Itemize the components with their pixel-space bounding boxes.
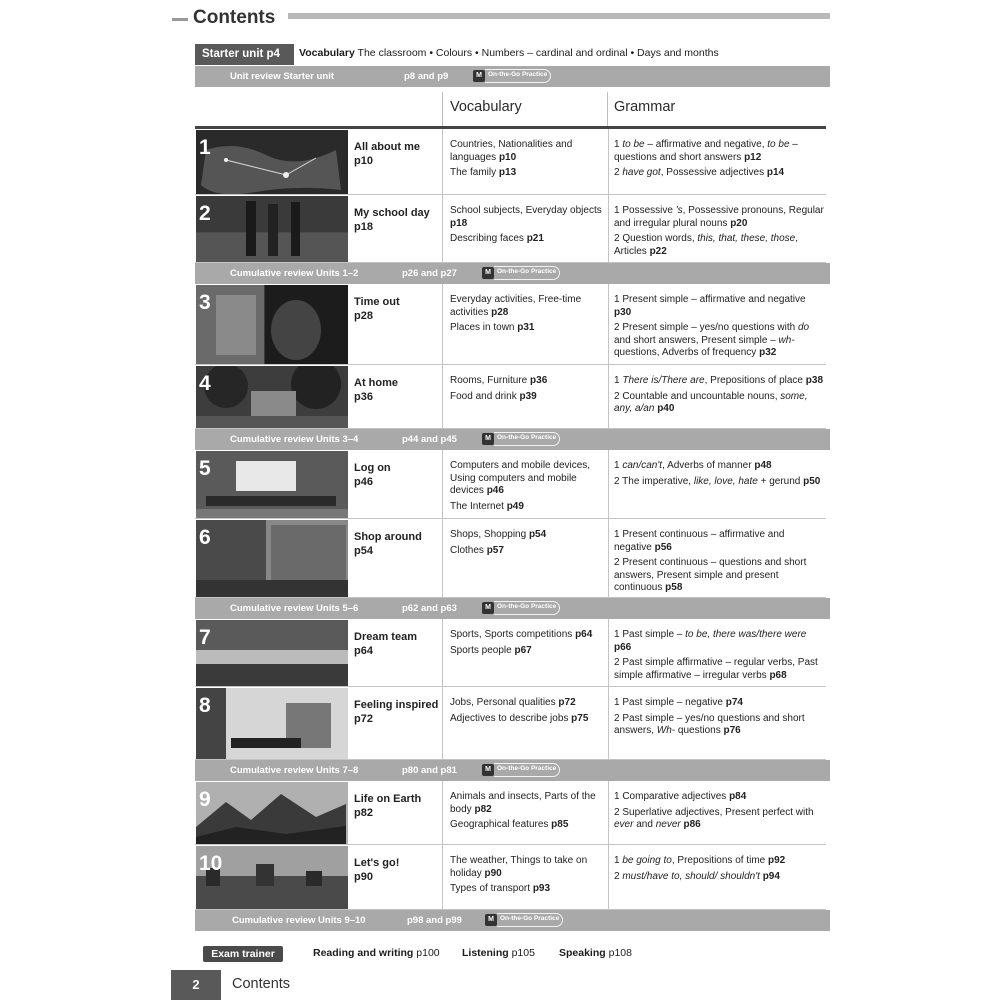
computer-room-photo (196, 451, 348, 518)
vocabulary-cell (450, 375, 608, 406)
vocabulary-item: Geographical features p85 (450, 819, 569, 830)
column-divider (607, 92, 608, 126)
unit-page: p36 (354, 391, 373, 403)
unit-title-text: Time out (354, 296, 400, 308)
unit-title-text: Log on (354, 462, 391, 474)
unit-title (354, 856, 442, 884)
unit-number: 10 (199, 852, 223, 875)
exam-trainer-label: Exam trainer (203, 946, 283, 962)
review-pages: p44 and p45 (402, 434, 457, 445)
grammar-cell (614, 139, 824, 183)
on-the-go-practice-link[interactable] (485, 913, 567, 927)
garden-house-photo (196, 366, 348, 428)
grammar-cell (614, 375, 824, 419)
review-bar (195, 263, 830, 284)
vocabulary-cell (450, 529, 608, 560)
on-the-go-label: On-the-Go Practice (488, 71, 548, 78)
old-town-photo (196, 846, 348, 909)
grammar-item: 2 must/have to, should/ shouldn't p94 (614, 870, 780, 882)
unit-title-text: Dream team (354, 631, 417, 643)
unit-title-text: Shop around (354, 531, 422, 543)
vocabulary-item: Sports, Sports competitions p64 (450, 629, 593, 640)
grammar-item: 1 There is/There are, Prepositions of place p38 (614, 375, 824, 386)
vocabulary-item: Types of transport p93 (450, 883, 551, 894)
vocabulary-cell (450, 629, 608, 660)
review-bar (195, 66, 830, 87)
unit-title-text: Feeling inspired (354, 699, 439, 711)
unit-title (354, 206, 442, 234)
vocabulary-item: Rooms, Furniture p36 (450, 375, 548, 386)
review-bar (195, 760, 830, 781)
unit-page: p72 (354, 713, 373, 725)
vocabulary-cell (450, 294, 608, 338)
on-the-go-label: On-the-Go Practice (497, 434, 557, 441)
grammar-item: 2 Present continuous – questions and short answers, Present simple and present continuous p58 (614, 557, 807, 593)
column-divider (442, 781, 443, 844)
grammar-item: 1 Past simple – to be, there was/there were p66 (614, 629, 807, 653)
unit-title-text: Let's go! (354, 857, 400, 869)
unit-row (195, 195, 826, 263)
unit-title (354, 376, 442, 404)
unit-title (354, 295, 442, 323)
footer-title: Contents (232, 976, 291, 992)
unit-page: p10 (354, 155, 373, 167)
vocabulary-item: Places in town p31 (450, 322, 535, 333)
grammar-cell (614, 629, 824, 685)
world-map-photo (196, 130, 348, 194)
on-the-go-practice-link[interactable] (473, 69, 555, 83)
unit-page: p54 (354, 545, 373, 557)
review-pages: p62 and p63 (402, 603, 457, 614)
review-title: Cumulative review Units 1–2 (230, 268, 359, 279)
unit-title-text: At home (354, 377, 398, 389)
header-dash (172, 18, 188, 21)
unit-number: 5 (199, 457, 211, 480)
column-divider (608, 365, 609, 428)
column-divider (608, 519, 609, 597)
column-divider (442, 450, 443, 518)
unit-title-text: Life on Earth (354, 793, 422, 805)
grammar-item: 1 Possessive 's, Possessive pronouns, Regular and irregular plural nouns p20 (614, 205, 824, 229)
unit-title (354, 792, 442, 820)
column-divider (442, 365, 443, 428)
grammar-item: 1 Past simple – negative p74 (614, 697, 743, 708)
vocabulary-item: Food and drink p39 (450, 390, 537, 402)
grammar-item: 2 Countable and uncountable nouns, some, any, a/an p40 (614, 390, 808, 414)
mountains-photo (196, 782, 348, 844)
office-interior-photo (196, 688, 348, 759)
vocabulary-item: Describing faces p21 (450, 233, 544, 244)
review-title: Cumulative review Units 3–4 (230, 434, 359, 445)
exam-item-label: Listening (462, 947, 509, 959)
unit-title (354, 698, 442, 726)
grammar-cell (614, 697, 824, 741)
starter-unit-row (195, 44, 830, 65)
grammar-item: 1 be going to, Prepositions of time p92 (614, 855, 786, 866)
exam-item-page: p100 (413, 947, 440, 959)
macmillan-logo-icon: M (482, 433, 494, 445)
vocabulary-item: Sports people p67 (450, 644, 532, 656)
on-the-go-label: On-the-Go Practice (500, 915, 560, 922)
exam-item-listening (462, 947, 535, 959)
grammar-cell (614, 460, 824, 491)
vocabulary-item: Shops, Shopping p54 (450, 529, 547, 540)
column-divider (442, 845, 443, 909)
unit-row (195, 450, 826, 519)
unit-number: 6 (199, 526, 211, 549)
on-the-go-practice-link[interactable] (482, 763, 564, 777)
review-bar (195, 910, 830, 931)
grammar-item: 1 to be – affirmative and negative, to be – questions and short answers p12 (614, 139, 798, 163)
starter-vocab-text: The classroom • Colours • Numbers – cardinal and ordinal • Days and months (354, 47, 719, 59)
exam-item-label: Speaking (559, 947, 606, 959)
review-title: Cumulative review Units 7–8 (230, 765, 359, 776)
vocabulary-item: Countries, Nationalities and languages p10 (450, 139, 573, 163)
review-pages: p80 and p81 (402, 765, 457, 776)
review-pages: p26 and p27 (402, 268, 457, 279)
grammar-cell (614, 791, 824, 835)
exam-item-label: Reading and writing (313, 947, 414, 959)
unit-page: p90 (354, 871, 373, 883)
column-divider (442, 129, 443, 194)
unit-number: 1 (199, 136, 211, 159)
grammar-cell (614, 205, 824, 261)
unit-number: 3 (199, 291, 211, 314)
grammar-cell (614, 855, 824, 886)
header-rule (288, 13, 830, 19)
vocabulary-item: The Internet p49 (450, 500, 524, 512)
vocabulary-cell (450, 460, 608, 516)
macmillan-logo-icon: M (485, 914, 497, 926)
review-bar (195, 598, 830, 619)
unit-page: p18 (354, 221, 373, 233)
column-divider (608, 687, 609, 759)
grammar-item: 2 Superlative adjectives, Present perfect with ever and never p86 (614, 806, 814, 830)
vocabulary-column-header: Vocabulary (450, 99, 522, 115)
macmillan-logo-icon: M (473, 70, 485, 82)
unit-page: p64 (354, 645, 373, 657)
grammar-item: 1 can/can't, Adverbs of manner p48 (614, 460, 772, 471)
stadium-photo (196, 620, 348, 686)
grammar-cell (614, 294, 824, 363)
unit-number: 2 (199, 202, 211, 225)
unit-page: p82 (354, 807, 373, 819)
musician-photo (196, 285, 348, 364)
unit-title (354, 530, 442, 558)
starter-vocab-label: Vocabulary (299, 47, 355, 59)
macmillan-logo-icon: M (482, 267, 494, 279)
on-the-go-label: On-the-Go Practice (497, 268, 557, 275)
vocabulary-item: Jobs, Personal qualities p72 (450, 697, 576, 708)
macmillan-logo-icon: M (482, 764, 494, 776)
unit-row (195, 365, 826, 429)
column-divider (608, 781, 609, 844)
unit-number: 7 (199, 626, 211, 649)
unit-title-text: All about me (354, 141, 421, 153)
starter-unit-label: Starter unit p4 (195, 44, 294, 65)
column-divider (442, 92, 443, 126)
shopping-street-photo (196, 520, 348, 597)
column-divider (608, 129, 609, 194)
grammar-item: 2 The imperative, like, love, hate + gerund p50 (614, 475, 821, 487)
starter-vocabulary (299, 47, 719, 59)
on-the-go-practice-link[interactable] (482, 266, 564, 280)
vocabulary-item: The weather, Things to take on holiday p90 (450, 855, 588, 879)
vocabulary-cell (450, 205, 608, 249)
exam-item-speaking (559, 947, 632, 959)
unit-page: p46 (354, 476, 373, 488)
vocabulary-item: Adjectives to describe jobs p75 (450, 712, 589, 724)
grammar-item: 2 Present simple – yes/no questions with do and short answers, Present simple – wh- questions, Adverbs of frequency p32 (614, 322, 810, 358)
unit-row (195, 519, 826, 598)
column-divider (608, 845, 609, 909)
vocabulary-cell (450, 855, 608, 899)
vocabulary-item: Computers and mobile devices, Using computers and mobile devices p46 (450, 460, 591, 496)
unit-row (195, 619, 826, 687)
vocabulary-cell (450, 697, 608, 728)
review-pages: p8 and p9 (404, 71, 449, 82)
vocabulary-item: School subjects, Everyday objects p18 (450, 205, 602, 229)
review-title: Cumulative review Units 9–10 (232, 915, 366, 926)
on-the-go-label: On-the-Go Practice (497, 603, 557, 610)
grammar-item: 2 Past simple – yes/no questions and short answers, Wh- questions p76 (614, 712, 805, 736)
unit-row (195, 687, 826, 760)
vocabulary-cell (450, 139, 608, 183)
grammar-item: 2 Question words, this, that, these, those, Articles p22 (614, 233, 798, 257)
column-divider (442, 619, 443, 686)
unit-number: 4 (199, 372, 211, 395)
unit-row (195, 845, 826, 910)
unit-title (354, 140, 442, 168)
grammar-item: 2 Past simple affirmative – regular verbs, Past simple affirmative – irregular verbs p68 (614, 657, 818, 681)
exam-item-reading-writing (313, 947, 440, 959)
vocabulary-cell (450, 791, 608, 835)
page-title: Contents (193, 7, 276, 28)
unit-page: p28 (354, 310, 373, 322)
unit-row (195, 129, 826, 195)
unit-row (195, 284, 826, 365)
column-divider (442, 519, 443, 597)
grammar-item: 1 Comparative adjectives p84 (614, 791, 747, 802)
unit-row (195, 781, 826, 845)
grammar-item: 1 Present continuous – affirmative and negative p56 (614, 529, 785, 553)
review-title: Unit review Starter unit (230, 71, 334, 82)
page-number: 2 (171, 970, 221, 1000)
grammar-item: 1 Present simple – affirmative and negative p30 (614, 294, 806, 318)
review-bar (195, 429, 830, 450)
exam-item-page: p105 (508, 947, 535, 959)
on-the-go-practice-link[interactable] (482, 432, 564, 446)
vocabulary-item: The family p13 (450, 167, 517, 178)
on-the-go-practice-link[interactable] (482, 601, 564, 615)
column-divider (608, 450, 609, 518)
column-divider (608, 195, 609, 262)
vocabulary-item: Everyday activities, Free-time activities p28 (450, 294, 582, 318)
review-pages: p98 and p99 (407, 915, 462, 926)
column-divider (442, 284, 443, 364)
vocabulary-item: Animals and insects, Parts of the body p82 (450, 791, 596, 815)
grammar-item: 2 have got, Possessive adjectives p14 (614, 167, 785, 178)
on-the-go-label: On-the-Go Practice (497, 765, 557, 772)
students-walking-photo (196, 196, 348, 262)
macmillan-logo-icon: M (482, 602, 494, 614)
grammar-column-header: Grammar (614, 99, 676, 115)
unit-number: 8 (199, 694, 211, 717)
column-divider (608, 284, 609, 364)
unit-number: 9 (199, 788, 211, 811)
exam-item-page: p108 (605, 947, 632, 959)
grammar-cell (614, 529, 824, 598)
unit-title (354, 630, 442, 658)
unit-title-text: My school day (354, 207, 430, 219)
column-divider (608, 619, 609, 686)
column-divider (442, 195, 443, 262)
column-divider (442, 687, 443, 759)
review-title: Cumulative review Units 5–6 (230, 603, 359, 614)
unit-title (354, 461, 442, 489)
vocabulary-item: Clothes p57 (450, 544, 504, 556)
